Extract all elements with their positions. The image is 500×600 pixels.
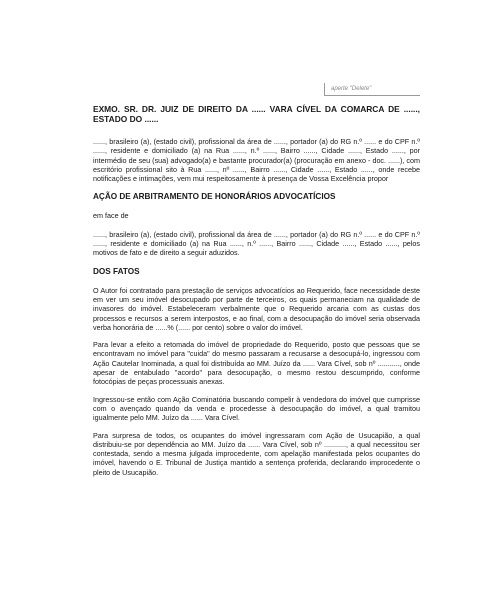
court-address-heading: EXMO. SR. DR. JUIZ DE DIREITO DA ...... VARA CÍVEL DA COMARCA DE ......, ESTADO DO ...... <box>93 104 420 124</box>
facts-paragraph-3: Ingressou-se então com Ação Cominatória buscando compelir à vendedora do imóvel que cumprisse com o avençado quando da venda e procedesse à desocupação do imóvel, a qual tramitou igualmente pelo MM. Juízo da ...... Vara Cível. <box>93 394 420 423</box>
facts-paragraph-2: Para levar a efeito a retomada do imóvel de propriedade do Requerido, posto que pessoas que se encontravam no imóvel para "cuida" do mesmo passaram a recusarse a desocupá-lo, ingressou com Ação Cautelar Inominada, a qual foi distribuída ao MM. Juízo da ...... Vara Cível, sob nº ..........., onde apesar de entabulado "acordo" para desocupação, o mesmo restou descumprido, conforme fotocópias de peças processuais anexas. <box>93 340 420 387</box>
action-title: AÇÃO DE ARBITRAMENTO DE HONORÁRIOS ADVOCATÍCIOS <box>93 192 336 202</box>
document-page <box>93 104 420 485</box>
facts-section-title: DOS FATOS <box>93 266 140 276</box>
facts-paragraph-4: Para surpresa de todos, os ocupantes do imóvel ingressaram com Ação de Usucapião, a qual distribuiu-se por dependência ao MM. Juízo da ...... Vara Cível, sob nº ..........., a qual necessitou ser contestada, sendo a mesma julgada improcedente, com apelação manifestada pelos ocupantes do imóvel, havendo o E. Tribunal de Justiça mantido a sentença proferida, declarando improcedente o pleito de Usucapião. <box>93 430 420 477</box>
defendant-qualification-paragraph: ......, brasileiro (a), (estado civil), profissional da área de ......, portador (a) do RG n.º ...... e do CPF n.º ......, residente e domiciliado (a) na Rua ......, n.º ......, Bairro ......, Cidade ......, Estado ......, pelos motivos de fato e de direito a seguir aduzidos. <box>93 229 420 258</box>
plaintiff-qualification-paragraph: ......, brasileiro (a), (estado civil), profissional da área de ......, portador (a) do RG n.º ...... e do CPF n.º ......, residente e domiciliado (a) na Rua ......, n.º ......, Bairro ......, Cidade ......, Estado ......, por intermédio de seu (sua) advogado(a) e bastante procurador(a) (procuração em anexo - doc. ......), com escritório profissional sito à Rua ......, nº ......, Bairro ......, Cidade ......, Estado ......, onde recebe notificações e intimações, vem mui respeitosamente à presença de Vossa Excelência propor <box>93 137 420 184</box>
facts-paragraph-1: O Autor foi contratado para prestação de serviços advocatícios ao Requerido, face necessidade deste em ver um seu imóvel desocupado por parte de terceiros, os quais permaneciam na qualidade de invasores do imóvel. Estabeleceram verbalmente que o Requerido arcaria com as custas dos processos e recursos a serem interpostos, e ao final, com a desocupação do imóvel seria observada verba honorária de ......% (...... por cento) sobre o valor do imóvel. <box>93 285 420 332</box>
em-face-de-text: em face de <box>93 211 129 221</box>
delete-hint-note: aperte "Delete" <box>324 83 420 96</box>
